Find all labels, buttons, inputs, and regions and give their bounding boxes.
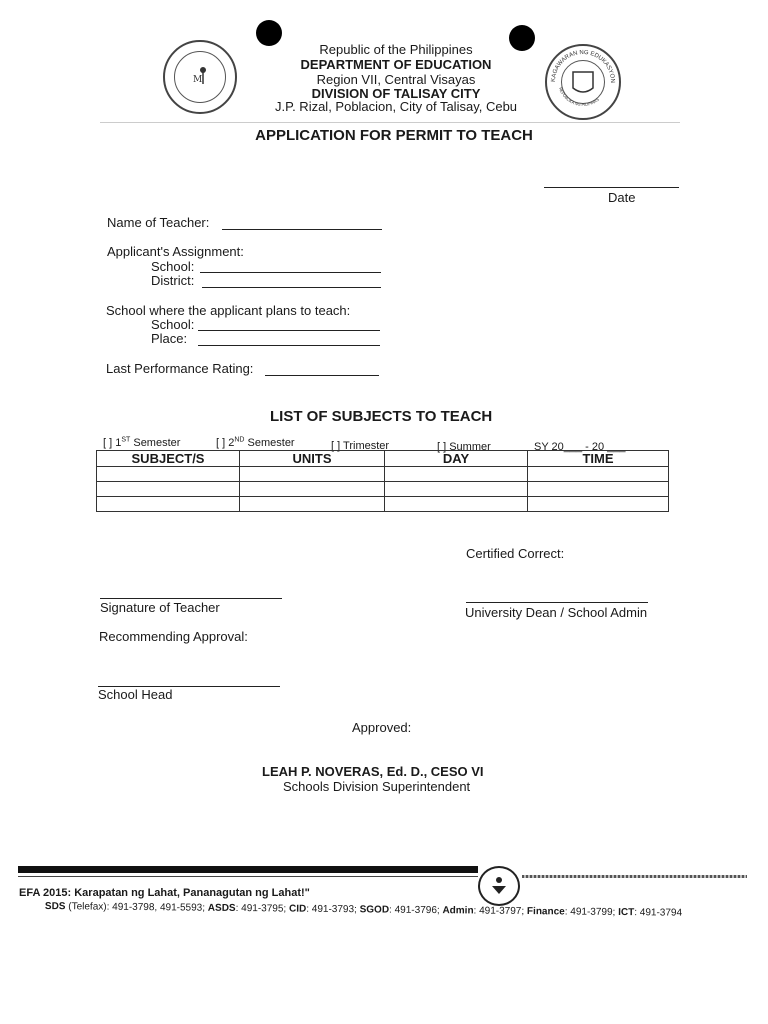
- plan-school-field[interactable]: [198, 330, 380, 331]
- superintendent-name: LEAH P. NOVERAS, Ed. D., CESO VI: [262, 764, 484, 779]
- place-label: Place:: [151, 331, 188, 346]
- district-label: District:: [151, 273, 195, 288]
- table-cell[interactable]: [385, 467, 528, 482]
- contact-number: 491-3796;: [394, 904, 443, 917]
- date-label: Date: [608, 190, 636, 205]
- deped-seal-icon: [545, 44, 621, 120]
- header-address: J.P. Rizal, Poblacion, City of Talisay, Cebu: [274, 99, 518, 114]
- subjects-title: LIST OF SUBJECTS TO TEACH: [270, 408, 493, 425]
- contact-number: 491-3799;: [570, 906, 619, 919]
- svg-text:M: M: [193, 75, 203, 85]
- name-field[interactable]: [222, 229, 382, 230]
- subjects-table: [96, 450, 669, 512]
- table-cell[interactable]: [385, 482, 528, 497]
- seal-bottom-text: REPUBLIKA NG PILIPINAS: [558, 86, 600, 108]
- footer-slogan: EFA 2015: Karapatan ng Lahat, Pananagutan ng Lahat!": [19, 887, 310, 899]
- form-title: APPLICATION FOR PERMIT TO TEACH: [255, 127, 533, 144]
- header-republic: Republic of the Philippines: [319, 42, 473, 57]
- contact-number: 491-3797;: [479, 905, 528, 918]
- svg-text:KAGAWARAN NG EDUKASYON: [551, 50, 615, 83]
- term-summer[interactable]: [ ] Summer: [437, 441, 491, 453]
- division-seal-icon: [163, 40, 237, 114]
- header-division: DIVISION OF TALISAY CITY: [311, 86, 481, 101]
- contact-note: :: [473, 905, 480, 917]
- col-subjects: SUBJECT/S: [97, 451, 240, 467]
- term-first-semester[interactable]: [ ] 1ST Semester: [103, 436, 181, 449]
- contact-note: :: [235, 902, 242, 915]
- superintendent-title: Schools Division Superintendent: [283, 779, 471, 794]
- certified-label: Certified Correct:: [466, 546, 565, 561]
- table-cell[interactable]: [97, 482, 240, 497]
- dean-signature-line[interactable]: [466, 602, 648, 603]
- col-time: TIME: [528, 451, 669, 467]
- table-row: [97, 497, 669, 512]
- table-row: [97, 467, 669, 482]
- plan-school-label: School:: [151, 317, 195, 332]
- assignment-label: Applicant's Assignment:: [107, 244, 244, 259]
- table-cell[interactable]: [97, 497, 240, 512]
- header-department: DEPARTMENT OF EDUCATION: [300, 57, 492, 72]
- contact-note: :: [634, 907, 640, 919]
- footer-bar-right: [522, 875, 747, 878]
- table-cell[interactable]: [240, 482, 385, 497]
- school-label: School:: [151, 259, 195, 274]
- contact-number: 491-3794: [639, 907, 683, 919]
- footer-thin-rule: [18, 876, 478, 877]
- efa-logo-icon: [478, 866, 520, 906]
- table-cell[interactable]: [385, 497, 528, 512]
- table-cell[interactable]: [97, 467, 240, 482]
- contact-note: :: [306, 903, 312, 915]
- col-units: UNITS: [240, 451, 385, 467]
- seal-top-text: KAGAWARAN NG EDUKASYON: [550, 49, 616, 84]
- table-row: [97, 482, 669, 497]
- teacher-signature-line[interactable]: [100, 598, 282, 599]
- teacher-signature-label: Signature of Teacher: [100, 600, 220, 615]
- table-cell[interactable]: [528, 482, 669, 497]
- rating-field[interactable]: [265, 375, 379, 376]
- approved-label: Approved:: [352, 720, 412, 735]
- contact-number: 491-3798, 491-5593;: [112, 901, 208, 914]
- header-region: Region VII, Central Visayas: [316, 72, 476, 87]
- contact-number: 491-3795;: [241, 903, 290, 915]
- contact-note: :: [389, 904, 395, 916]
- plan-label: School where the applicant plans to teach:: [106, 303, 351, 318]
- table-cell[interactable]: [528, 467, 669, 482]
- dean-label: University Dean / School Admin: [465, 605, 648, 620]
- term-options: [103, 436, 180, 449]
- contact-note: (Telefax):: [65, 901, 113, 913]
- term-second-semester[interactable]: [ ] 2ND Semester: [216, 436, 295, 449]
- term-second-wrap: [216, 436, 295, 449]
- contact-label: CID: [288, 903, 307, 915]
- contact-label: Admin: [442, 905, 474, 917]
- school-head-label: School Head: [98, 687, 173, 702]
- table-cell[interactable]: [528, 497, 669, 512]
- contact-number: 491-3793;: [311, 903, 360, 916]
- svg-text:REPUBLIKA NG PILIPINAS: [558, 87, 600, 107]
- contact-label: SGOD: [359, 904, 390, 916]
- term-trimester[interactable]: [ ] Trimester: [331, 440, 390, 452]
- header-rule: [100, 122, 680, 123]
- footer-bar: [18, 866, 478, 873]
- contact-label: Finance: [526, 906, 565, 918]
- rating-label: Last Performance Rating:: [106, 361, 254, 376]
- footer-contacts: [45, 901, 682, 919]
- school-field[interactable]: [200, 272, 381, 273]
- school-year[interactable]: SY 20___ - 20 ___: [534, 441, 626, 453]
- col-day: DAY: [385, 451, 528, 467]
- contact-note: :: [564, 906, 571, 918]
- recommending-label: Recommending Approval:: [99, 629, 248, 644]
- date-line[interactable]: [544, 187, 679, 188]
- contact-label: ASDS: [207, 902, 236, 914]
- contact-label: SDS: [44, 901, 66, 913]
- table-header-row: [97, 451, 669, 467]
- place-field[interactable]: [198, 345, 380, 346]
- name-label: Name of Teacher:: [107, 215, 210, 230]
- contact-label: ICT: [618, 907, 635, 919]
- table-cell[interactable]: [240, 467, 385, 482]
- table-cell[interactable]: [240, 497, 385, 512]
- district-field[interactable]: [202, 287, 381, 288]
